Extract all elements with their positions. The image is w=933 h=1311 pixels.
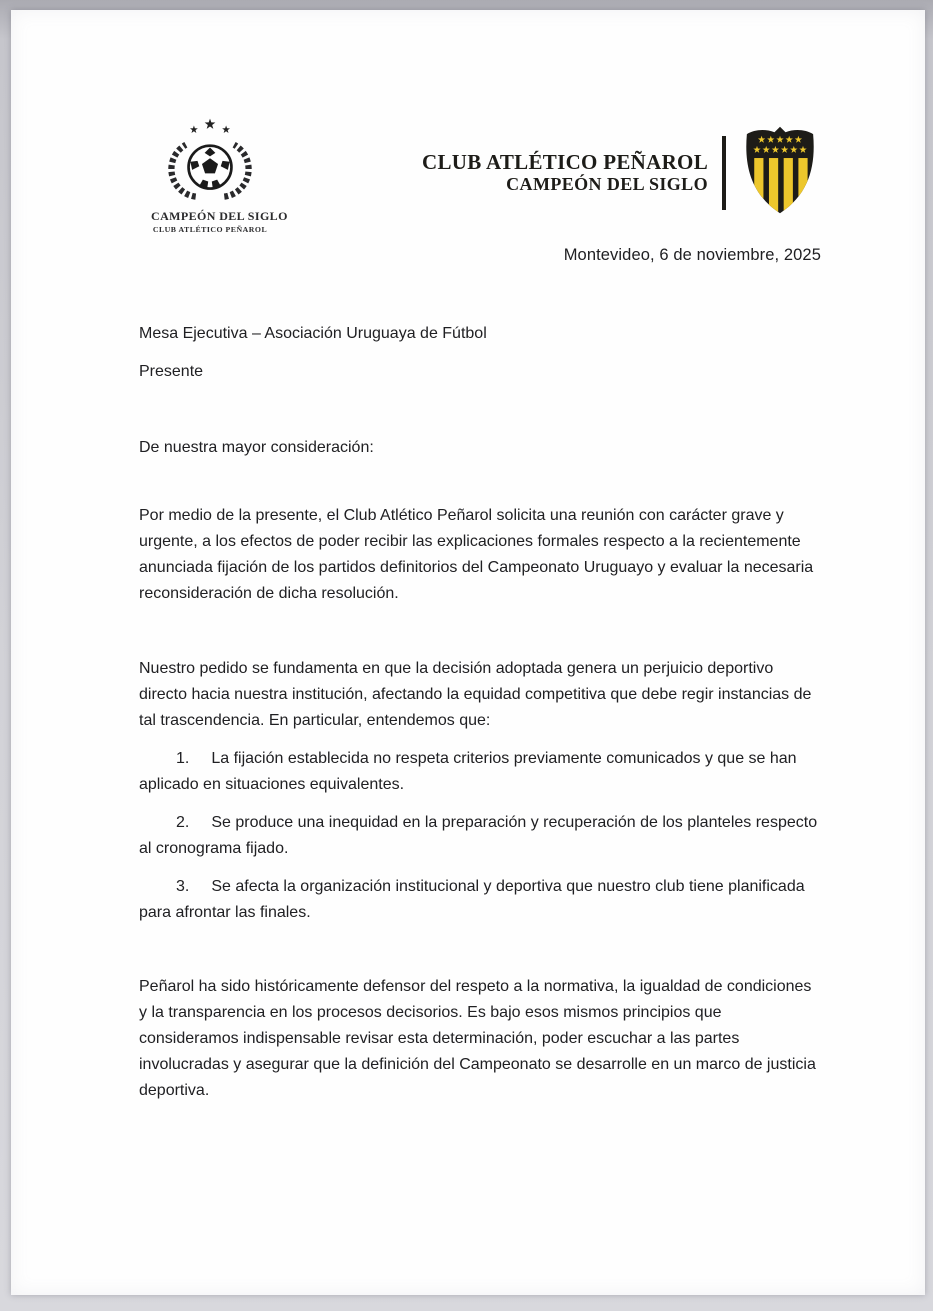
centenary-crest xyxy=(151,118,288,234)
paragraph-grounds: Nuestro pedido se fundamenta en que la decisión adoptada genera un perjuicio deportivo directo hacia nuestra institución, afectando la equidad competitiva que debe regir instancias de tal trascendencia. En particular, entendemos que: xyxy=(139,660,812,729)
letter-body xyxy=(139,321,821,1104)
letter-page xyxy=(11,10,925,1295)
list-item-2-number: 2. xyxy=(176,814,190,831)
soccer-ball-laurel-wreath-icon xyxy=(156,189,264,206)
list-item-2-text: Se produce una inequidad en la preparación y recuperación de los planteles respecto al cronograma fijado. xyxy=(139,814,818,857)
recipient-line: Mesa Ejecutiva – Asociación Uruguaya de Fútbol xyxy=(139,325,487,342)
centenary-crest-subtitle: CLUB ATLÉTICO PEÑAROL xyxy=(152,225,268,234)
brand-divider xyxy=(722,136,726,210)
club-motto: CAMPEÓN DEL SIGLO xyxy=(506,174,708,195)
date-line: Montevideo, 6 de noviembre, 2025 xyxy=(563,246,821,264)
list-item-3-text: Se afecta la organización institucional y deportiva que nuestro club tiene planificada para afrontar las finales. xyxy=(139,878,805,921)
list-item-1-text: La fijación establecida no respeta criterios previamente comunicados y que se han aplicado en situaciones equivalentes. xyxy=(139,750,797,793)
club-brand xyxy=(422,124,821,221)
club-name: CLUB ATLÉTICO PEÑAROL xyxy=(422,149,708,174)
letter-header xyxy=(139,118,821,234)
paragraph-closing: Peñarol ha sido históricamente defensor del respeto a la normativa, la igualdad de condiciones y la transparencia en los procesos decisorios. Es bajo esos mismos principios que consideramos indispensable revisar esta determinación, poder escuchar a las partes involucradas y asegurar que la definición del Campeonato se desarrolle en un marco de justicia deportiva. xyxy=(139,978,816,1099)
centenary-crest-title: CAMPEÓN DEL SIGLO xyxy=(151,209,288,223)
penarol-shield-icon xyxy=(739,124,821,221)
list-item-1 xyxy=(139,746,821,798)
list-item-3-number: 3. xyxy=(176,878,190,895)
club-brand-text xyxy=(422,150,708,196)
paragraph-request: Por medio de la presente, el Club Atlético Peñarol solicita una reunión con carácter grave y urgente, a los efectos de poder recibir las explicaciones formales respecto a la recientemente anunciada fijación de los partidos definitorios del Campeonato Uruguayo y evaluar la necesaria reconsideración de dicha resolución. xyxy=(139,507,814,602)
list-item-1-number: 1. xyxy=(176,750,190,767)
recipient-presente: Presente xyxy=(139,363,204,380)
list-item-3 xyxy=(139,874,821,926)
salutation: De nuestra mayor consideración: xyxy=(139,439,374,456)
letter-content xyxy=(11,10,925,1295)
list-item-2 xyxy=(139,810,821,862)
